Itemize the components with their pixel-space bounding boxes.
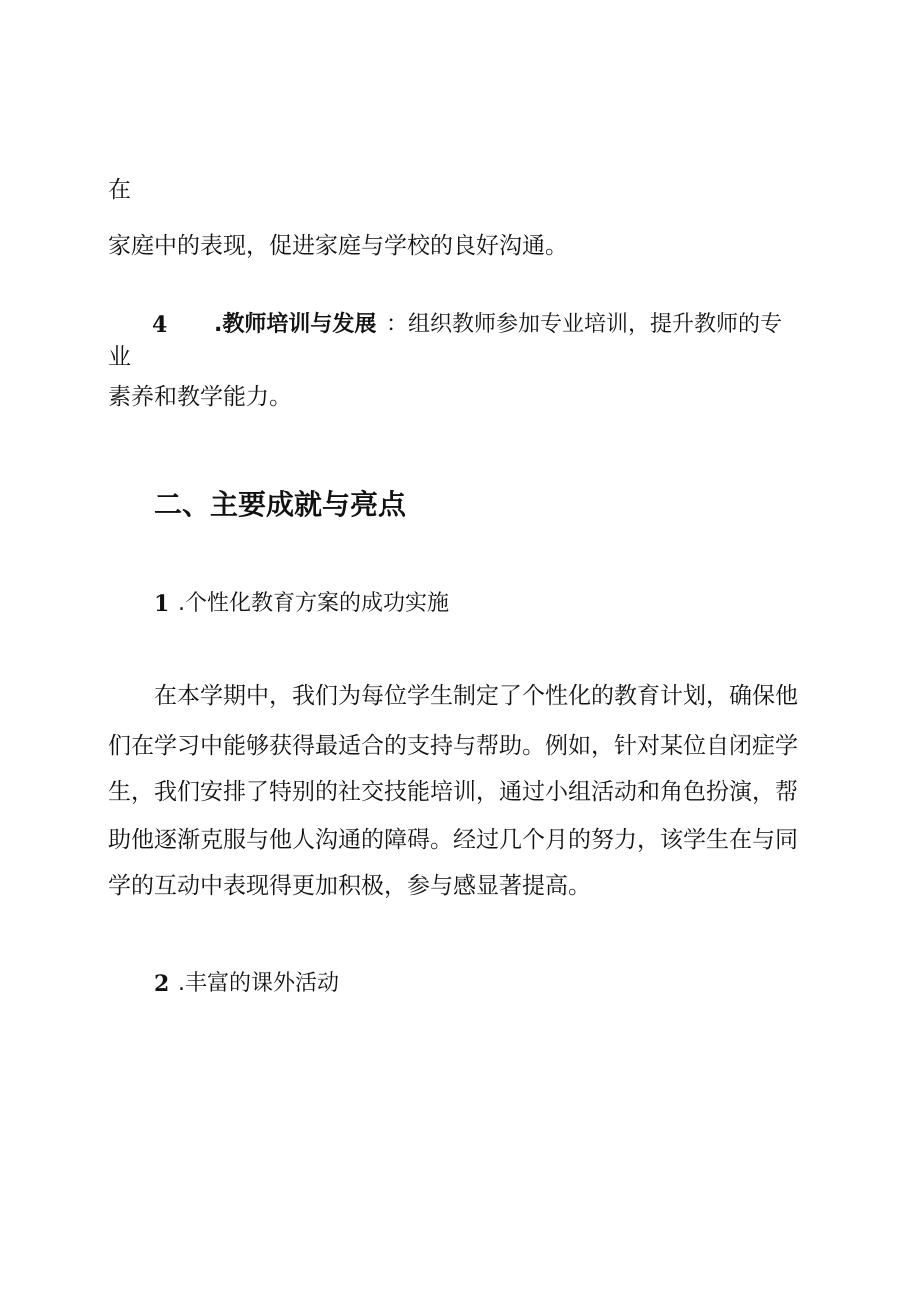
- paragraph-1-line-4: 助他逐渐克服与他人沟通的障碍。经过几个月的努力，该学生在与同: [108, 827, 798, 853]
- item-4-text-line-2: 业: [108, 344, 131, 370]
- paragraph-1-line-5: 学的互动中表现得更加积极，参与感显著提高。: [108, 873, 591, 899]
- intro-line-2: 家庭中的表现，促进家庭与学校的良好沟通。: [108, 233, 568, 259]
- item-4-text: ：组织教师参加专业培训，提升教师的专: [386, 312, 783, 337]
- section-2-heading: 二、主要成就与亮点: [154, 488, 407, 521]
- subsection-1-title: .个性化教育方案的成功实施: [178, 591, 449, 616]
- paragraph-1-line-1: 在本学期中，我们为每位学生制定了个性化的教育计划，确保他: [154, 683, 798, 709]
- subsection-1-number: 1: [154, 591, 170, 617]
- item-4-title: .教师培训与发展: [214, 312, 377, 337]
- paragraph-1-line-2: 们在学习中能够获得最适合的支持与帮助。例如，针对某位自闭症学: [108, 733, 798, 759]
- intro-line-1: 在: [108, 177, 131, 203]
- item-4-text-line-3: 素养和教学能力。: [108, 384, 292, 410]
- paragraph-1-line-3: 生，我们安排了特别的社交技能培训，通过小组活动和角色扮演，帮: [108, 779, 798, 805]
- subsection-2-number: 2: [154, 971, 170, 997]
- item-4-number: 4: [152, 312, 168, 338]
- subsection-2-title: .丰富的课外活动: [178, 971, 339, 996]
